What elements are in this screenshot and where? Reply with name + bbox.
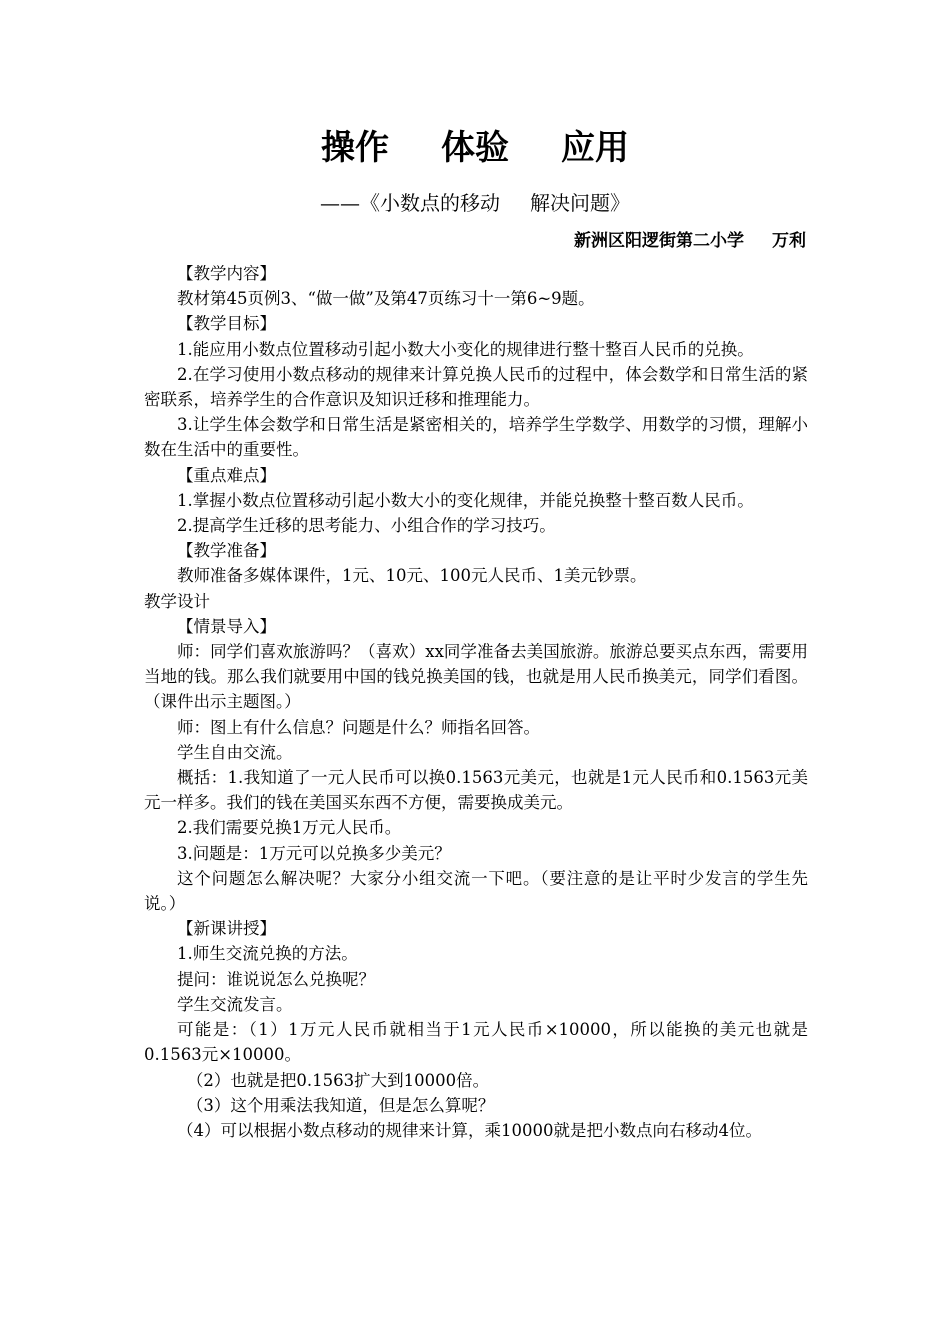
paragraph: 3.让学生体会数学和日常生活是紧密相关的，培养学生学数学、用数学的习惯，理解小数在生活中的重要性。	[144, 415, 808, 460]
paragraph: 【教学目标】	[177, 314, 276, 334]
paragraph: 【情景导入】	[177, 616, 276, 636]
paragraph: 1.掌握小数点位置移动引起小数大小的变化规律，并能兑换整十整百数人民币。	[177, 490, 754, 510]
paragraph: （2）也就是把0.1563扩大到10000倍。	[186, 1070, 490, 1090]
paragraph: 教学设计	[144, 591, 210, 611]
paragraph: 师：图上有什么信息？问题是什么？师指名回答。	[177, 717, 540, 737]
paragraph: 概括：1.我知道了一元人民币可以换0.1563元美元，也就是1元人民币和0.1563元美元一样多。我们的钱在美国买东西不方便，需要换成美元。	[144, 768, 808, 813]
paragraph: 学生交流发言。	[177, 994, 293, 1014]
title-word: 操作	[321, 128, 389, 168]
page-subtitle	[0, 188, 950, 218]
paragraph: 2.我们需要兑换1万元人民币。	[177, 818, 402, 838]
paragraph: 【教学内容】	[177, 264, 276, 283]
document-body	[144, 261, 808, 1143]
subtitle-part: 解决问题》	[530, 191, 630, 215]
subtitle-part: ——《小数点的移动	[320, 191, 500, 215]
paragraph: 3.问题是：1万元可以兑换多少美元？	[177, 843, 451, 863]
paragraph: 【新课讲授】	[177, 919, 276, 939]
paragraph: （4）可以根据小数点移动的规律来计算，乘10000就是把小数点向右移动4位。	[177, 1120, 762, 1140]
paragraph: 1.能应用小数点位置移动引起小数大小变化的规律进行整十整百人民币的兑换。	[177, 339, 754, 359]
paragraph: 提问：谁说说怎么兑换呢？	[177, 969, 375, 989]
paragraph: 【重点难点】	[177, 465, 276, 485]
paragraph: 这个问题怎么解决呢？大家分小组交流一下吧。（要注意的是让平时少发言的学生先说。）	[144, 868, 808, 914]
paragraph: 教材第45页例3、“做一做”及第47页练习十一第6~9题。	[177, 289, 595, 309]
title-word: 应用	[561, 128, 629, 168]
title-word: 体验	[441, 128, 509, 168]
paragraph: 1.师生交流兑换的方法。	[177, 944, 358, 964]
paragraph: 教师准备多媒体课件，1元、10元、100元人民币、1美元钞票。	[177, 566, 647, 586]
paragraph: 2.在学习使用小数点移动的规律来计算兑换人民币的过程中，体会数学和日常生活的紧密联系，培养学生的合作意识及知识迁移和推理能力。	[144, 364, 808, 410]
author-name: 万利	[772, 231, 806, 251]
paragraph: 2.提高学生迁移的思考能力、小组合作的学习技巧。	[177, 516, 556, 536]
paragraph: 【教学准备】	[177, 541, 276, 561]
paragraph: 可能是：（1）1万元人民币就相当于1元人民币×10000，所以能换的美元也就是0.1563元×10000。	[144, 1020, 808, 1065]
paragraph: 师：同学们喜欢旅游吗？（喜欢）xx同学准备去美国旅游。旅游总要买点东西，需要用当地的钱。那么我们就要用中国的钱兑换美国的钱，也就是用人民币换美元，同学们看图。（课件出示主题图。）	[144, 642, 808, 712]
author-school: 新洲区阳逻街第二小学	[574, 231, 744, 251]
paragraph: （3）这个用乘法我知道，但是怎么算呢？	[186, 1095, 495, 1115]
page-title	[0, 125, 950, 171]
author-line	[574, 228, 806, 254]
paragraph: 学生自由交流。	[177, 742, 293, 762]
